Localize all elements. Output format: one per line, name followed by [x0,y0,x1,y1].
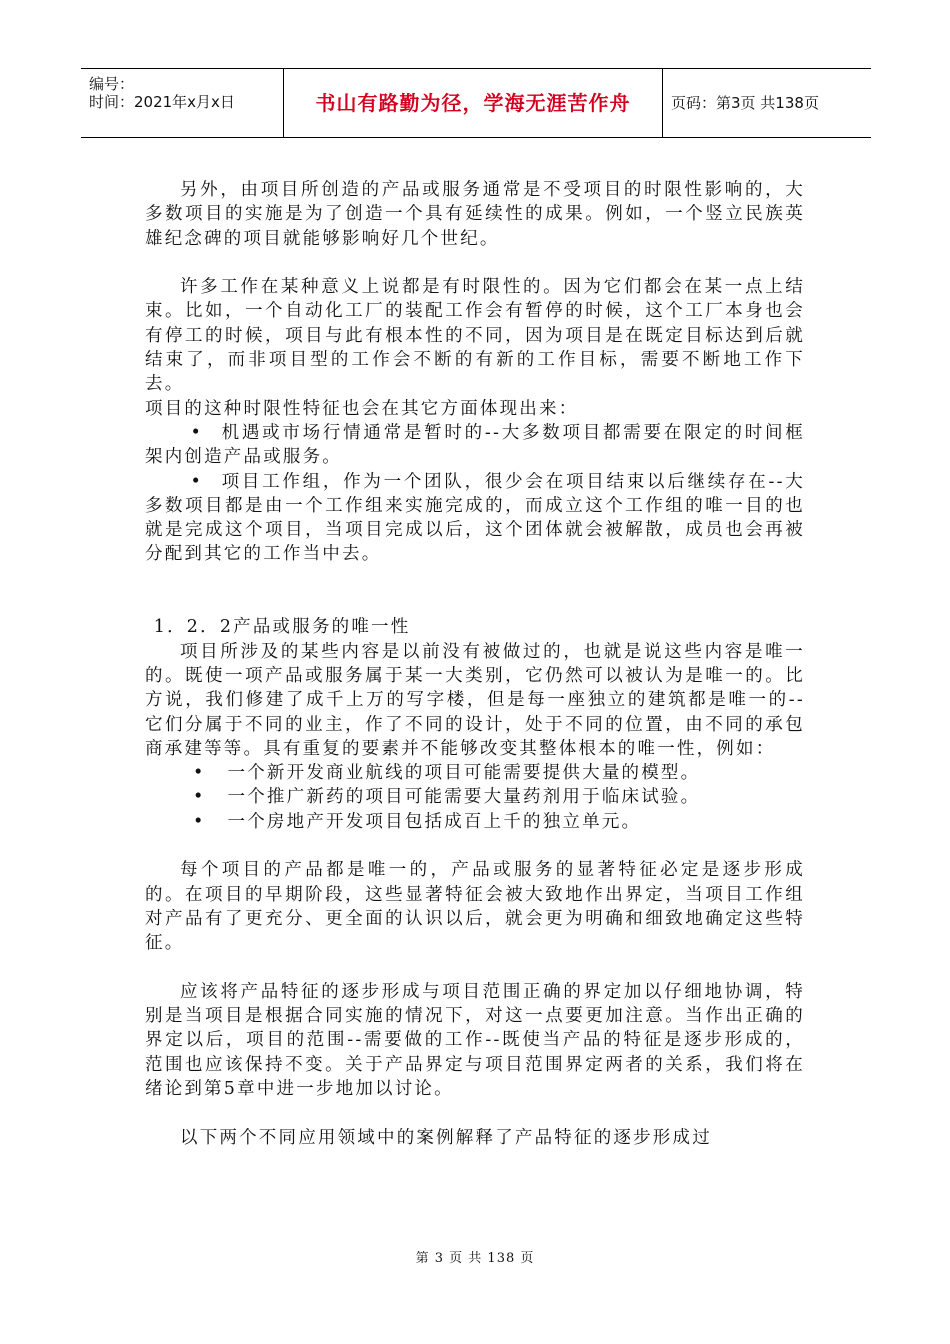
bullet-dot: • [190,471,204,492]
paragraph: 项目的这种时限性特征也会在其它方面体现出来： [145,398,579,419]
bullet-dot: • [190,422,204,443]
time-label: 时间：2021年x月x日 [89,93,235,111]
bullet-dot: • [193,787,206,808]
list-item [145,810,805,834]
bullet-dot: • [193,763,206,784]
list-item [145,785,805,809]
bullet-text: 机遇或市场行情通常是暂时的--大多数项目都需要在限定的时间框架内创造产品或服务。 [145,422,805,468]
list-text: 一个房地产开发项目包括成百上千的独立单元。 [227,811,642,832]
page-footer: 第 3 页 共 138 页 [415,1251,535,1266]
list-text: 一个推广新药的项目可能需要大量药剂用于临床试验。 [227,787,701,808]
list-text: 一个新开发商业航线的项目可能需要提供大量的模型。 [227,763,701,784]
header-info-cell [81,69,284,137]
paragraph: 以下两个不同应用领域中的案例解释了产品特征的逐步形成过 [180,1127,712,1148]
paragraph: 许多工作在某种意义上说都是有时限性的。因为它们都会在某一点上结束。比如，一个自动化工厂的装配工作会有暂停的时候，这个工厂本身也会有停工的时候，项目与此有根本性的不同，因为项目是在既定目标达到后就结束了，而非项目型的工作会不断的有新的工作目标，需要不断地工作下去。 [145,277,805,395]
bullet-item [145,421,805,470]
list-item [145,761,805,785]
number-label: 编号： [89,75,135,93]
paragraph: 项目所涉及的某些内容是以前没有被做过的，也就是说这些内容是唯一的。既使一项产品或服务属于某一大类别，它仍然可以被认为是唯一的。比方说，我们修建了成千上万的写字楼，但是每一座独立的建筑都是唯一的--它们分属于不同的业主，作了不同的设计，处于不同的位置，由不同的承包商承建等等。具有重复的要素并不能够改变其整体根本的唯一性，例如： [145,641,805,759]
bullet-text: 项目工作组，作为一个团队，很少会在项目结束以后继续存在--大多数项目都是由一个工作组来实施完成的，而成立这个工作组的唯一目的也就是完成这个项目，当项目完成以后，这个团体就会被解散，成员也会再被分配到其它的工作当中去。 [145,471,805,565]
paragraph: 每个项目的产品都是唯一的，产品或服务的显著特征必定是逐步形成的。在项目的早期阶段，这些显著特征会被大致地作出界定，当项目工作组对产品有了更充分、更全面的认识以后，就会更为明确和细致地确定这些特征。 [145,860,805,954]
bullet-dot: • [193,811,206,832]
header-motto: 书山有路勤为径，学海无涯苦作舟 [284,69,663,137]
bullet-item [145,470,805,567]
page-header [81,68,871,138]
document-body [145,178,805,1150]
section-heading: 1．2．2产品或服务的唯一性 [153,617,411,638]
paragraph: 应该将产品特征的逐步形成与项目范围正确的界定加以仔细地协调，特别是当项目是根据合同实施的情况下，对这一点要更加注意。当作出正确的界定以后，项目的范围--需要做的工作--既使当产品的特征是逐步形成的，范围也应该保持不变。关于产品界定与项目范围界定两者的关系，我们将在绪论到第5章中进一步地加以讨论。 [145,981,805,1099]
paragraph: 另外，由项目所创造的产品或服务通常是不受项目的时限性影响的，大多数项目的实施是为了创造一个具有延续性的成果。例如，一个竖立民族英雄纪念碑的项目就能够影响好几个世纪。 [145,180,805,249]
header-page-number: 页码：第3页 共138页 [671,94,819,112]
